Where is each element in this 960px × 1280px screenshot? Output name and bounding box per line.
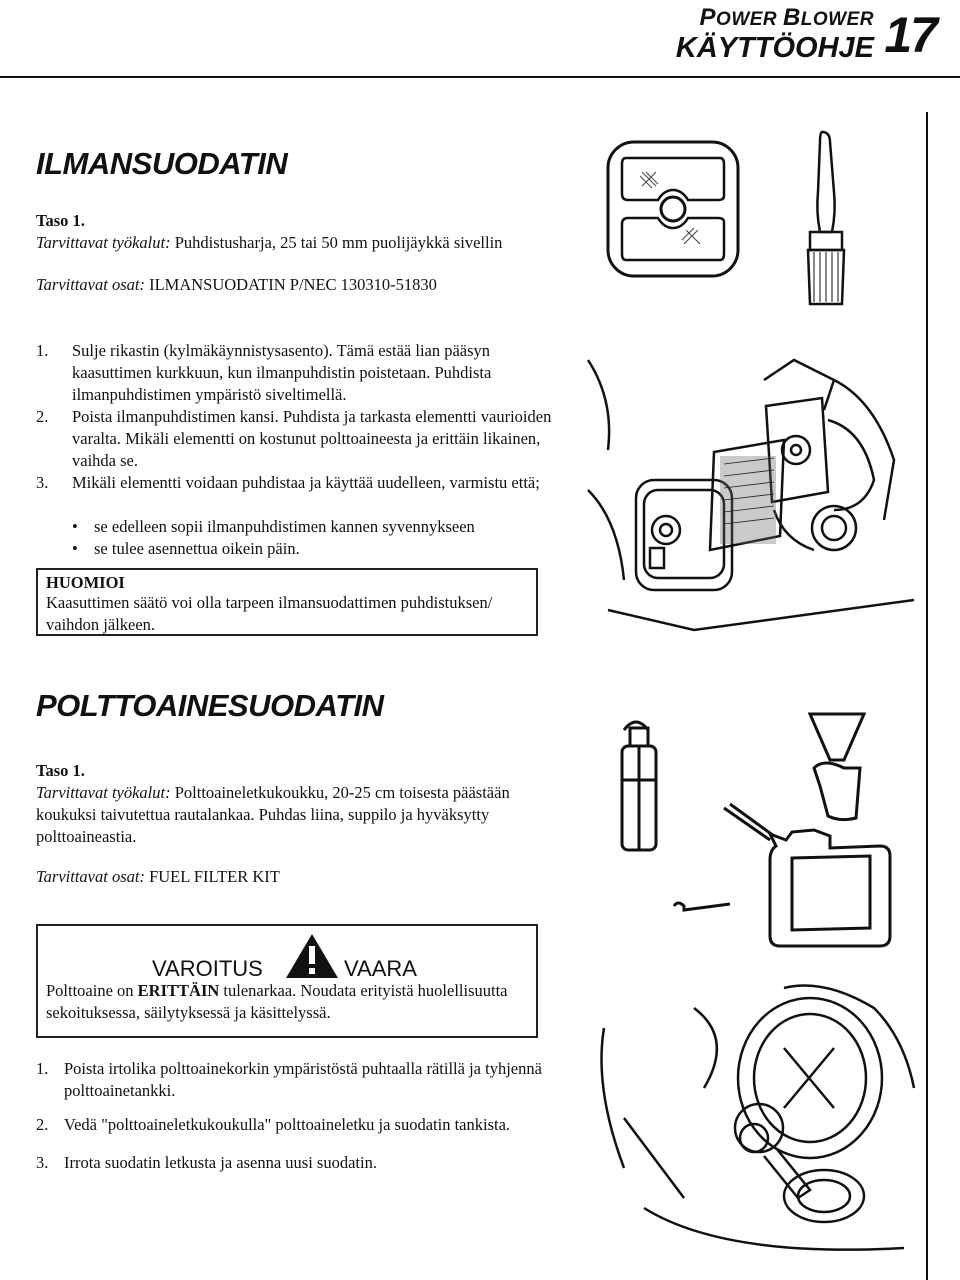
tools-value: Puhdistusharja, 25 tai 50 mm puolijäykkä sivellin (174, 233, 503, 252)
parts-value: ILMANSUODATIN P/NEC 130310-51830 (149, 275, 437, 294)
tools-label: Tarvittavat työkalut: (36, 783, 171, 802)
step-number: 3. (36, 1153, 49, 1172)
paint-brush-illustration (796, 128, 856, 318)
step-text: Sulje rikastin (kylmäkäynnistysasento). Tämä estää lian pääsyn kaasuttimen kurkkuun, kun ilmanpuhdistin poistetaan. Puhdista ilmanpuhdistimen ympäristö siveltimellä. (72, 341, 492, 404)
bullet-text: se edelleen sopii ilmanpuhdistimen kannen syvennykseen (94, 517, 475, 536)
parts-label: Tarvittavat osat: (36, 867, 145, 886)
header-cap-b: B (782, 4, 801, 31)
header-small-ower: OWER (716, 9, 778, 30)
tools-label: Tarvittavat työkalut: (36, 233, 171, 252)
fuel-filter-level: Taso 1. (36, 761, 85, 780)
note-text: Kaasuttimen säätö voi olla tarpeen ilmansuodattimen puhdistuksen/ vaihdon jälkeen. (46, 593, 493, 634)
warning-box (36, 924, 538, 1038)
right-margin-rule (926, 112, 928, 1280)
air-cleaner-assembly-illustration (584, 340, 920, 636)
fuel-filter-parts (36, 866, 280, 888)
step-number: 1. (36, 341, 49, 360)
step-number: 2. (36, 1115, 49, 1134)
page-number: 17 (884, 7, 936, 63)
warning-text (46, 980, 530, 1024)
step-number: 3. (36, 473, 49, 492)
step-text: Vedä "polttoaineletkukoukulla" polttoaineletku ja suodatin tankista. (64, 1115, 511, 1134)
bullet-dot: • (72, 539, 78, 558)
section-heading-air-filter: ILMANSUODATIN (36, 146, 288, 181)
air-filter-level: Taso 1. (36, 211, 85, 230)
bullet-dot: • (72, 517, 78, 536)
warning-text-pre: Polttoaine on (46, 981, 134, 1000)
step-number: 2. (36, 407, 49, 426)
air-filter-parts (36, 274, 437, 296)
fuel-filter-tools (36, 782, 556, 848)
header-small-lower: LOWER (800, 9, 874, 30)
warning-label-right: VAARA (344, 956, 417, 981)
warning-text-bold: ERITTÄIN (137, 981, 220, 1000)
air-filter-tools (36, 232, 556, 254)
fuel-tank-illustration (720, 800, 900, 950)
fuel-filter-engine-illustration (584, 968, 920, 1280)
parts-label: Tarvittavat osat: (36, 275, 145, 294)
header-cap-p: P (699, 4, 717, 31)
step-number: 1. (36, 1059, 49, 1078)
note-box (36, 568, 538, 636)
note-title: HUOMIOI (46, 573, 125, 592)
section-heading-fuel-filter: POLTTOAINESUODATIN (36, 688, 384, 723)
warning-triangle-icon (284, 932, 340, 980)
warning-text-post: tulenarkaa. Noudata erityistä huolellisuutta sekoituksessa, säilytyksessä ja käsittelyssä. (46, 981, 508, 1022)
step-text: Poista irtolika polttoainekorkin ympäristöstä puhtaalla rätillä ja tyhjennä polttoainetankki. (64, 1059, 542, 1100)
tools-value: Polttoaineletkukoukku, 20-25 cm toisesta päästään koukuksi taivutettua rautalankaa. Puhdas liina, suppilo ja hyväksytty polttoaineastia. (36, 783, 510, 846)
warning-label-left: VAROITUS (152, 956, 263, 981)
header-rule (0, 76, 960, 78)
header-title-line2: KÄYTTÖOHJE (675, 32, 874, 64)
step-text: Poista ilmanpuhdistimen kansi. Puhdista ja tarkasta elementti vaurioiden varalta. Mikäli elementti on kostunut polttoaineesta ja erittäin likainen, vaihda se. (72, 407, 552, 470)
bullet-text: se tulee asennettua oikein päin. (94, 539, 300, 558)
parts-value: FUEL FILTER KIT (149, 867, 280, 886)
header-title-line1 (700, 4, 874, 32)
air-filter-element-illustration (604, 138, 742, 280)
step-text: Mikäli elementti voidaan puhdistaa ja käyttää uudelleen, varmistu että; (72, 473, 540, 492)
step-text: Irrota suodatin letkusta ja asenna uusi suodatin. (64, 1153, 377, 1172)
